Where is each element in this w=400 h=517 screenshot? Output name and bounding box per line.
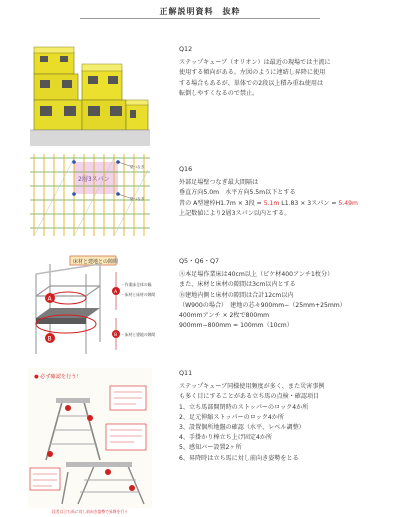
q11-line: も多く目にすることがある立ち馬の点検・確認項目 <box>179 393 320 401</box>
note-b: ・床材と建地の隙間 <box>121 332 156 337</box>
q5-line: Ⓐ本足場作業床は40cm以上（ピケ材400アンチ1枚分） <box>179 271 334 279</box>
q16-label: Q16 <box>179 165 193 173</box>
q12-text <box>179 44 384 99</box>
q5-label: Q5・Q6・Q7 <box>179 257 220 265</box>
ladder-figure-caption: 段差は立ち馬に対し前向き姿勢で昇降を行う <box>52 509 128 514</box>
note-a2: ・床材と床材の隙間 <box>121 292 156 297</box>
ladder-figure-title: ● 必ず確認を行う！ <box>34 374 82 380</box>
q12-line: ステップキューブ（オリオン）は最近の現場では主流に <box>179 59 331 67</box>
q16-calc-vertical: 5.1m <box>263 199 280 207</box>
q16-line <box>179 199 384 209</box>
floor-gap-title: 床材と建地との隙間 <box>73 259 119 265</box>
q5-line: 400mmアンチ × 2枚で800mm <box>179 312 270 320</box>
q11-line: 2、足元伸縮ストッパーのロック4か所 <box>179 413 284 421</box>
q11-text <box>179 368 384 464</box>
q16-line: 外部足場壁つなぎ最大間隔は <box>179 179 259 187</box>
marker-b-small: B <box>114 333 118 338</box>
q11-line: 3、設置個所地盤の確認（水平、レベル調整） <box>179 424 305 432</box>
step-cube-figure <box>30 42 150 146</box>
q16-text <box>179 164 384 219</box>
wall-tie-note: 壁つなぎ <box>130 197 145 201</box>
marker-b: B <box>47 335 52 343</box>
q5-line: また、床材と床材の隙間は3cm以内とする <box>179 281 296 289</box>
wall-tie-note: 壁つなぎ <box>130 165 145 169</box>
q11-line: ステップキューブ同様使用頻度が多く、また災害事例 <box>179 383 325 391</box>
scaffold-wall-tie-figure <box>30 152 150 244</box>
q16-calc-b: L1.83 × 3スパン = <box>279 199 339 207</box>
q16-line: 垂直方向5.0m 水平方向5.5m以下とする <box>179 189 296 197</box>
q16-line: 上記数値により2層3スパン以内とする。 <box>179 209 291 217</box>
page-title: 正解説明資料 抜粋 <box>159 7 241 16</box>
q5-line: Ⓑ建地内側と床材の隙間は合計12cm以内 <box>179 291 294 299</box>
q12-line: する場合もあるが、単体での2段以上積み重ね使用は <box>179 79 324 87</box>
marker-a-small: A <box>114 290 118 295</box>
q12-line: 使用する傾向がある。左図のように連結し昇降に使用 <box>179 69 326 77</box>
q16-calc-horizontal: 5.49m <box>338 199 358 207</box>
header-divider <box>80 18 320 19</box>
q12-line: 転倒しやすくなるので禁止。 <box>179 89 259 97</box>
platform-ladder-figure <box>28 368 152 508</box>
note-a1: ・作業床全体の幅 <box>121 282 152 287</box>
q5-text <box>179 256 384 331</box>
q5-line: 900mm−800mm = 100mm（10cm） <box>179 322 293 330</box>
q11-line: 4、手掛かり棒立ち上げ固定4か所 <box>179 434 273 442</box>
q16-calc-a: 昔の A型建枠H1.7m × 3段 = <box>179 199 264 207</box>
q11-line: 5、感知バー設置2ヶ所 <box>179 444 242 452</box>
q5-line: （W900の場合） 建地の芯々900mm−（25mm+25mm） <box>179 301 346 309</box>
q11-line: 1、立ち馬部開閉時のストッパーのロック4か所 <box>179 403 309 411</box>
marker-a: A <box>47 295 52 303</box>
span-label: 2層3スパン <box>78 176 110 183</box>
q12-label: Q12 <box>179 45 193 53</box>
q11-line: 6、昇降時は立ち馬に対し前向き姿勢をとる <box>179 454 299 462</box>
q11-label: Q11 <box>179 369 193 377</box>
floor-gap-figure <box>30 254 156 358</box>
